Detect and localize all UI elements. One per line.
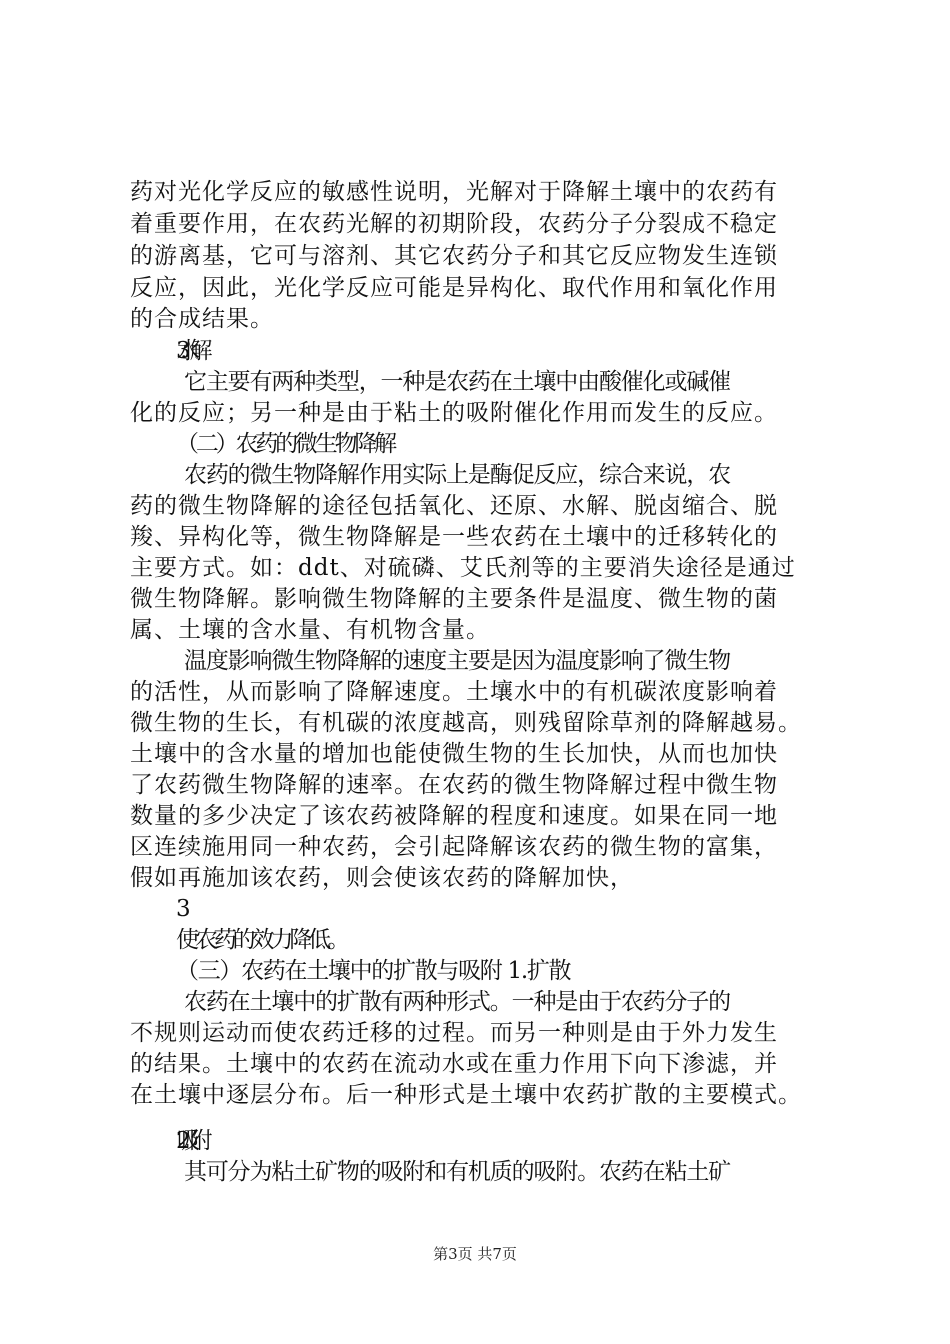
text-line: 农药的微生物降解作用实际上是酶促反应，综合来说，农	[184, 462, 731, 488]
text-line: 反应，因此，光化学反应可能是异构化、取代作用和氧化作用	[130, 275, 778, 301]
text-line: 假如再施加该农药，则会使该农药的降解加快，	[130, 865, 634, 891]
section-heading: 3.水解	[176, 338, 202, 364]
text-line: 其可分为粘土矿物的吸附和有机质的吸附。农药在粘土矿	[184, 1159, 731, 1185]
text-line: 化的反应；另一种是由于粘土的吸附催化作用而发生的反应。	[130, 400, 778, 426]
text-line: 温度影响微生物降解的速度主要是因为温度影响了微生物	[184, 648, 731, 674]
text-line: 微生物降解。影响微生物降解的主要条件是温度、微生物的菌	[130, 586, 778, 612]
text-line: 微生物的生长，有机碳的浓度越高，则残留除草剂的降解越易。	[130, 710, 802, 736]
text-line: 使农药的效力降低。	[176, 927, 347, 953]
text-line: 农药在土壤中的扩散有两种形式。一种是由于农药分子的	[184, 989, 731, 1015]
text-line: 的游离基，它可与溶剂、其它农药分子和其它反应物发生连锁	[130, 243, 778, 269]
text-line: 的合成结果。	[130, 306, 274, 332]
text-line: 它主要有两种类型，一种是农药在土壤中由酸催化或碱催	[184, 369, 731, 395]
section-heading: （三）农药在土壤中的扩散与吸附 1.扩散	[176, 958, 571, 984]
text-line: 在土壤中逐层分布。后一种形式是土壤中农药扩散的主要模式。	[130, 1082, 802, 1108]
text-line: 的活性，从而影响了降解速度。土壤水中的有机碳浓度影响着	[130, 679, 778, 705]
text-line: 药的微生物降解的途径包括氧化、还原、水解、脱卤缩合、脱	[130, 493, 778, 519]
text-line: 属、土壤的含水量、有机物含量。	[130, 617, 490, 643]
page-footer: 第3页 共7页	[433, 1245, 517, 1263]
text-line: 着重要作用，在农药光解的初期阶段，农药分子分裂成不稳定	[130, 211, 778, 237]
text-line: 羧、异构化等，微生物降解是一些农药在土壤中的迁移转化的	[130, 524, 778, 550]
text-line: 主要方式。如：ddt、对硫磷、艾氏剂等的主要消失途径是通过	[130, 555, 796, 581]
text-line: 土壤中的含水量的增加也能使微生物的生长加快，从而也加快	[130, 741, 778, 767]
text-line: 区连续施用同一种农药，会引起降解该农药的微生物的富集，	[130, 834, 778, 860]
text-line: 了农药微生物降解的速率。在农药的微生物降解过程中微生物	[130, 772, 778, 798]
section-heading: 2.吸附	[176, 1128, 202, 1154]
text-line: 的结果。土壤中的农药在流动水或在重力作用下向下渗滤，并	[130, 1051, 778, 1077]
text-line: 不规则运动而使农药迁移的过程。而另一种则是由于外力发生	[130, 1020, 778, 1046]
text-line	[176, 893, 876, 925]
section-heading: （二）农药的微生物降解	[176, 431, 395, 457]
text-line: 数量的多少决定了该农药被降解的程度和速度。如果在同一地	[130, 803, 778, 829]
text-line: 药对光化学反应的敏感性说明，光解对于降解土壤中的农药有	[130, 179, 778, 205]
